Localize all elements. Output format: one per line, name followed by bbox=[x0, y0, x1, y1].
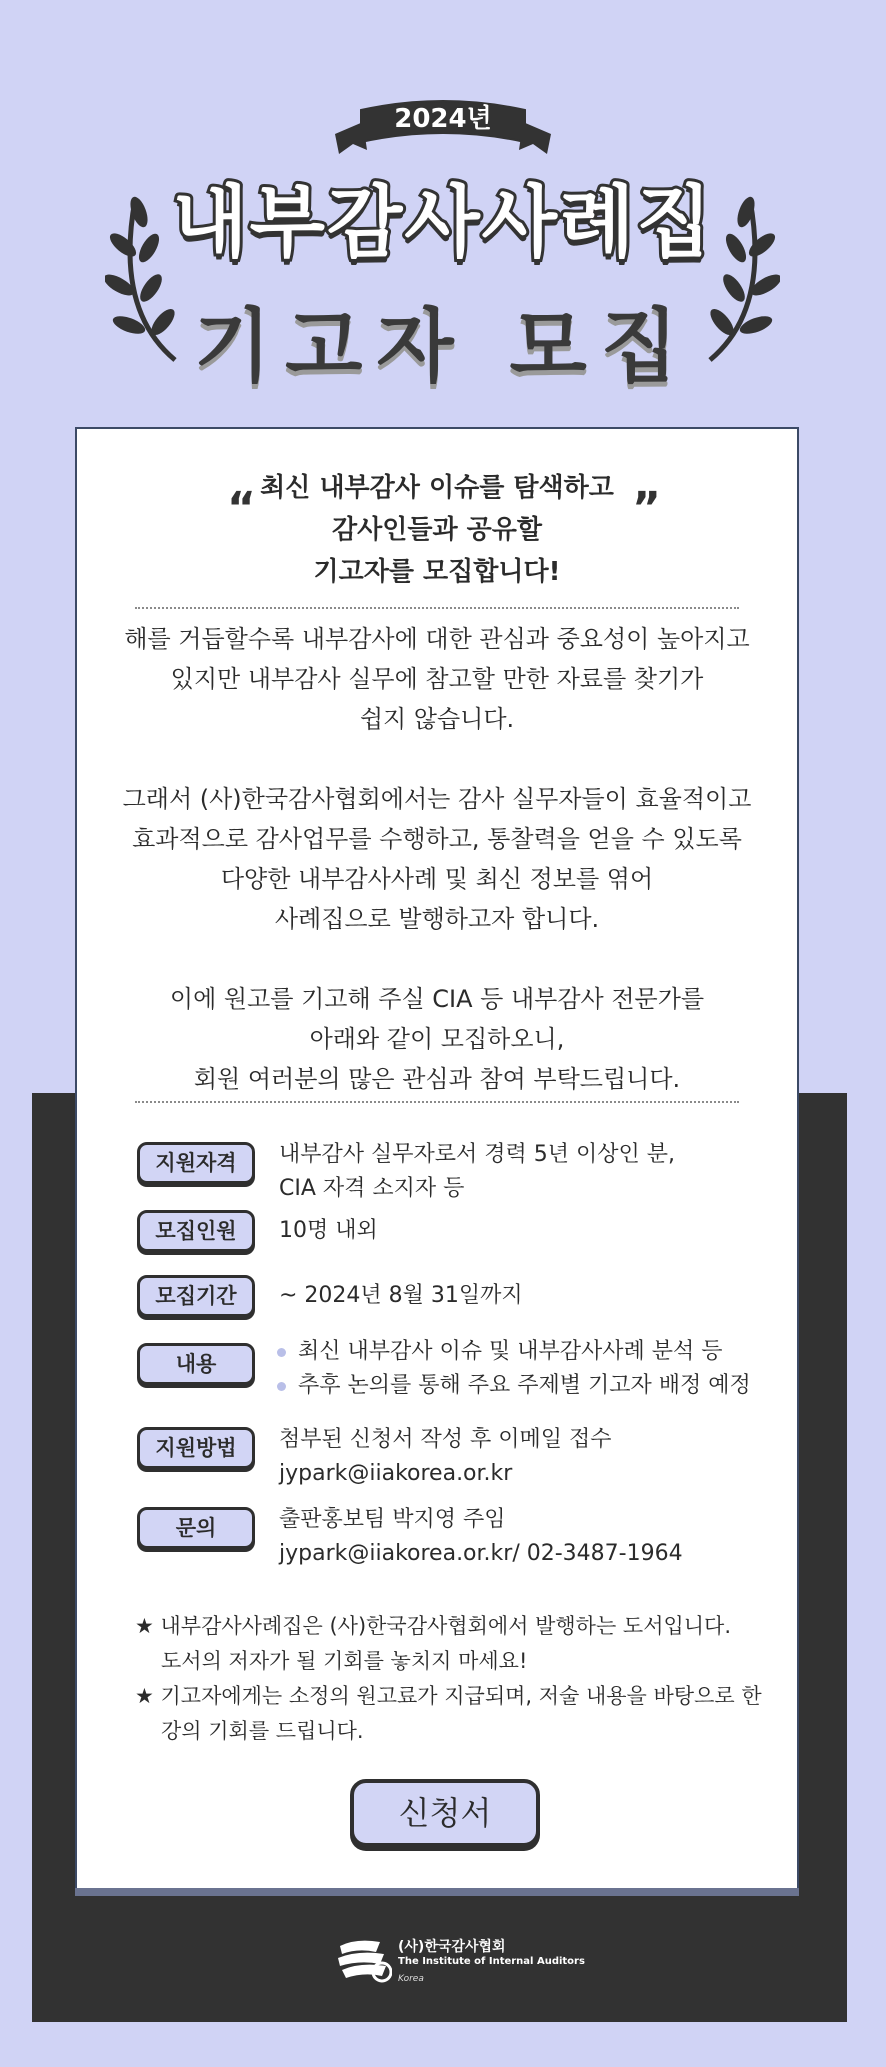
org-name-korean: (사)한국감사협회 bbox=[398, 1939, 506, 1955]
label-method: 지원방법 bbox=[137, 1427, 255, 1469]
org-logo bbox=[336, 1932, 585, 1992]
card-shadow bbox=[75, 1888, 799, 1896]
paragraph-1: 해를 거듭할수록 내부감사에 대한 관심과 중요성이 높아지고 있지만 내부감사 실무에 참고할 만한 자료를 찾기가 쉽지 않습니다. bbox=[124, 625, 750, 733]
label-eligibility: 지원자격 bbox=[137, 1142, 255, 1184]
label-headcount: 모집인원 bbox=[137, 1210, 255, 1252]
label-contact: 문의 bbox=[137, 1507, 255, 1549]
page-title: 내부감사사례집 bbox=[172, 178, 714, 268]
bullet-dot-icon bbox=[277, 1382, 286, 1391]
year-label: 2024년 bbox=[394, 104, 492, 134]
org-region: Korea bbox=[398, 1974, 424, 1984]
divider-bottom bbox=[135, 1101, 739, 1103]
content-bullet: 최신 내부감사 이슈 및 내부감사사례 분석 등 bbox=[277, 1335, 777, 1369]
paragraph-2: 그래서 (사)한국감사협회에서는 감사 실무자들이 효율적이고 효과적으로 감사업무를 수행하고, 통찰력을 얻을 수 있도록 다양한 내부감사사례 및 최신 정보를 엮어 사례집으로 발행하고자 합니다. bbox=[122, 785, 752, 933]
page-subtitle: 기고자 모집 bbox=[193, 300, 693, 393]
hero-header bbox=[0, 0, 886, 420]
method-email-link[interactable]: jypark@iiakorea.or.kr bbox=[279, 1461, 513, 1486]
content-bullet: 추후 논의를 통해 주요 주제별 기고자 배정 예정 bbox=[277, 1369, 777, 1403]
org-name-english: The Institute of Internal Auditors bbox=[398, 1956, 585, 1967]
content-card: “ ” 최신 내부감사 이슈를 탐색하고 감사인들과 공유할 기고자를 모집합니다! 해를 거듭할수록 내부감사에 대한 관심과 중요성이 높아지고 있지만 내부감사 실무에 참고할 만한 자료를 찾기가 쉽지 않습니다. 그래서 (사)한국감사협회에서는 감사 실무자들이 효율적이고 효과적으로 감사업무를 수행하고, 통찰력을 얻을 수 있도록 다양한 내부감사사례 및 최신 정보를 엮어 사례집으로 발행하고자 합니다. 이에 원고를 기고해 주실 CIA 등 내부감사 전문가를 아래와 같이 모집하오니, 회원 여러분의 많은 관심과 참여 부탁드립니다. 지원자격 내부감사 실무자로서 경력 5년 이상인 분, CIA 자격 소지자 등 모집인원 10명 내외 모집기간 ~ 2024년 8월 31일까지 내용 최신 내부감사 이슈 및 내부감사사례 분석 등 추후 논의를 통해 주요 주제별 기고자 배정 예정 지원방법 첨부된 신청서 작성 후 이메일 접수 jypark@iiakorea.or.kr 문의 출판홍보팀 박지영 주임 jypark@iiakorea.or.kr/ 02-3487-1964 ★ 내부감사사례집은 (사)한국감사협회에서 발행하는 도서입니다. 도서의 저자가 될 기회를 놓치지 마세요! ★ 기고자에게는 소정의 원고료가 지급되며, 저술 내용을 바탕으로 한 강의 기회를 드립니다. 신청서 bbox=[75, 427, 799, 1892]
application-form-button[interactable]: 신청서 bbox=[350, 1779, 540, 1847]
divider-top bbox=[135, 607, 739, 609]
contact-info[interactable]: jypark@iiakorea.or.kr/ 02-3487-1964 bbox=[279, 1541, 683, 1566]
notes: ★ 내부감사사례집은 (사)한국감사협회에서 발행하는 도서입니다. 도서의 저자가 될 기회를 놓치지 마세요! ★ 기고자에게는 소정의 원고료가 지급되며, 저술 내용을 바탕으로 한 강의 기회를 드립니다. bbox=[135, 1614, 762, 1743]
label-content: 내용 bbox=[137, 1343, 255, 1385]
open-quote-icon: “ bbox=[227, 483, 256, 534]
iia-logo-icon bbox=[336, 1936, 392, 1986]
close-quote-icon: ” bbox=[632, 483, 661, 534]
paragraph-3: 이에 원고를 기고해 주실 CIA 등 내부감사 전문가를 아래와 같이 모집하오니, 회원 여러분의 많은 관심과 참여 부탁드립니다. bbox=[169, 985, 705, 1093]
bullet-dot-icon bbox=[277, 1348, 286, 1357]
label-period: 모집기간 bbox=[137, 1275, 255, 1317]
intro-heading: 최신 내부감사 이슈를 탐색하고 감사인들과 공유할 기고자를 모집합니다! bbox=[260, 473, 614, 587]
